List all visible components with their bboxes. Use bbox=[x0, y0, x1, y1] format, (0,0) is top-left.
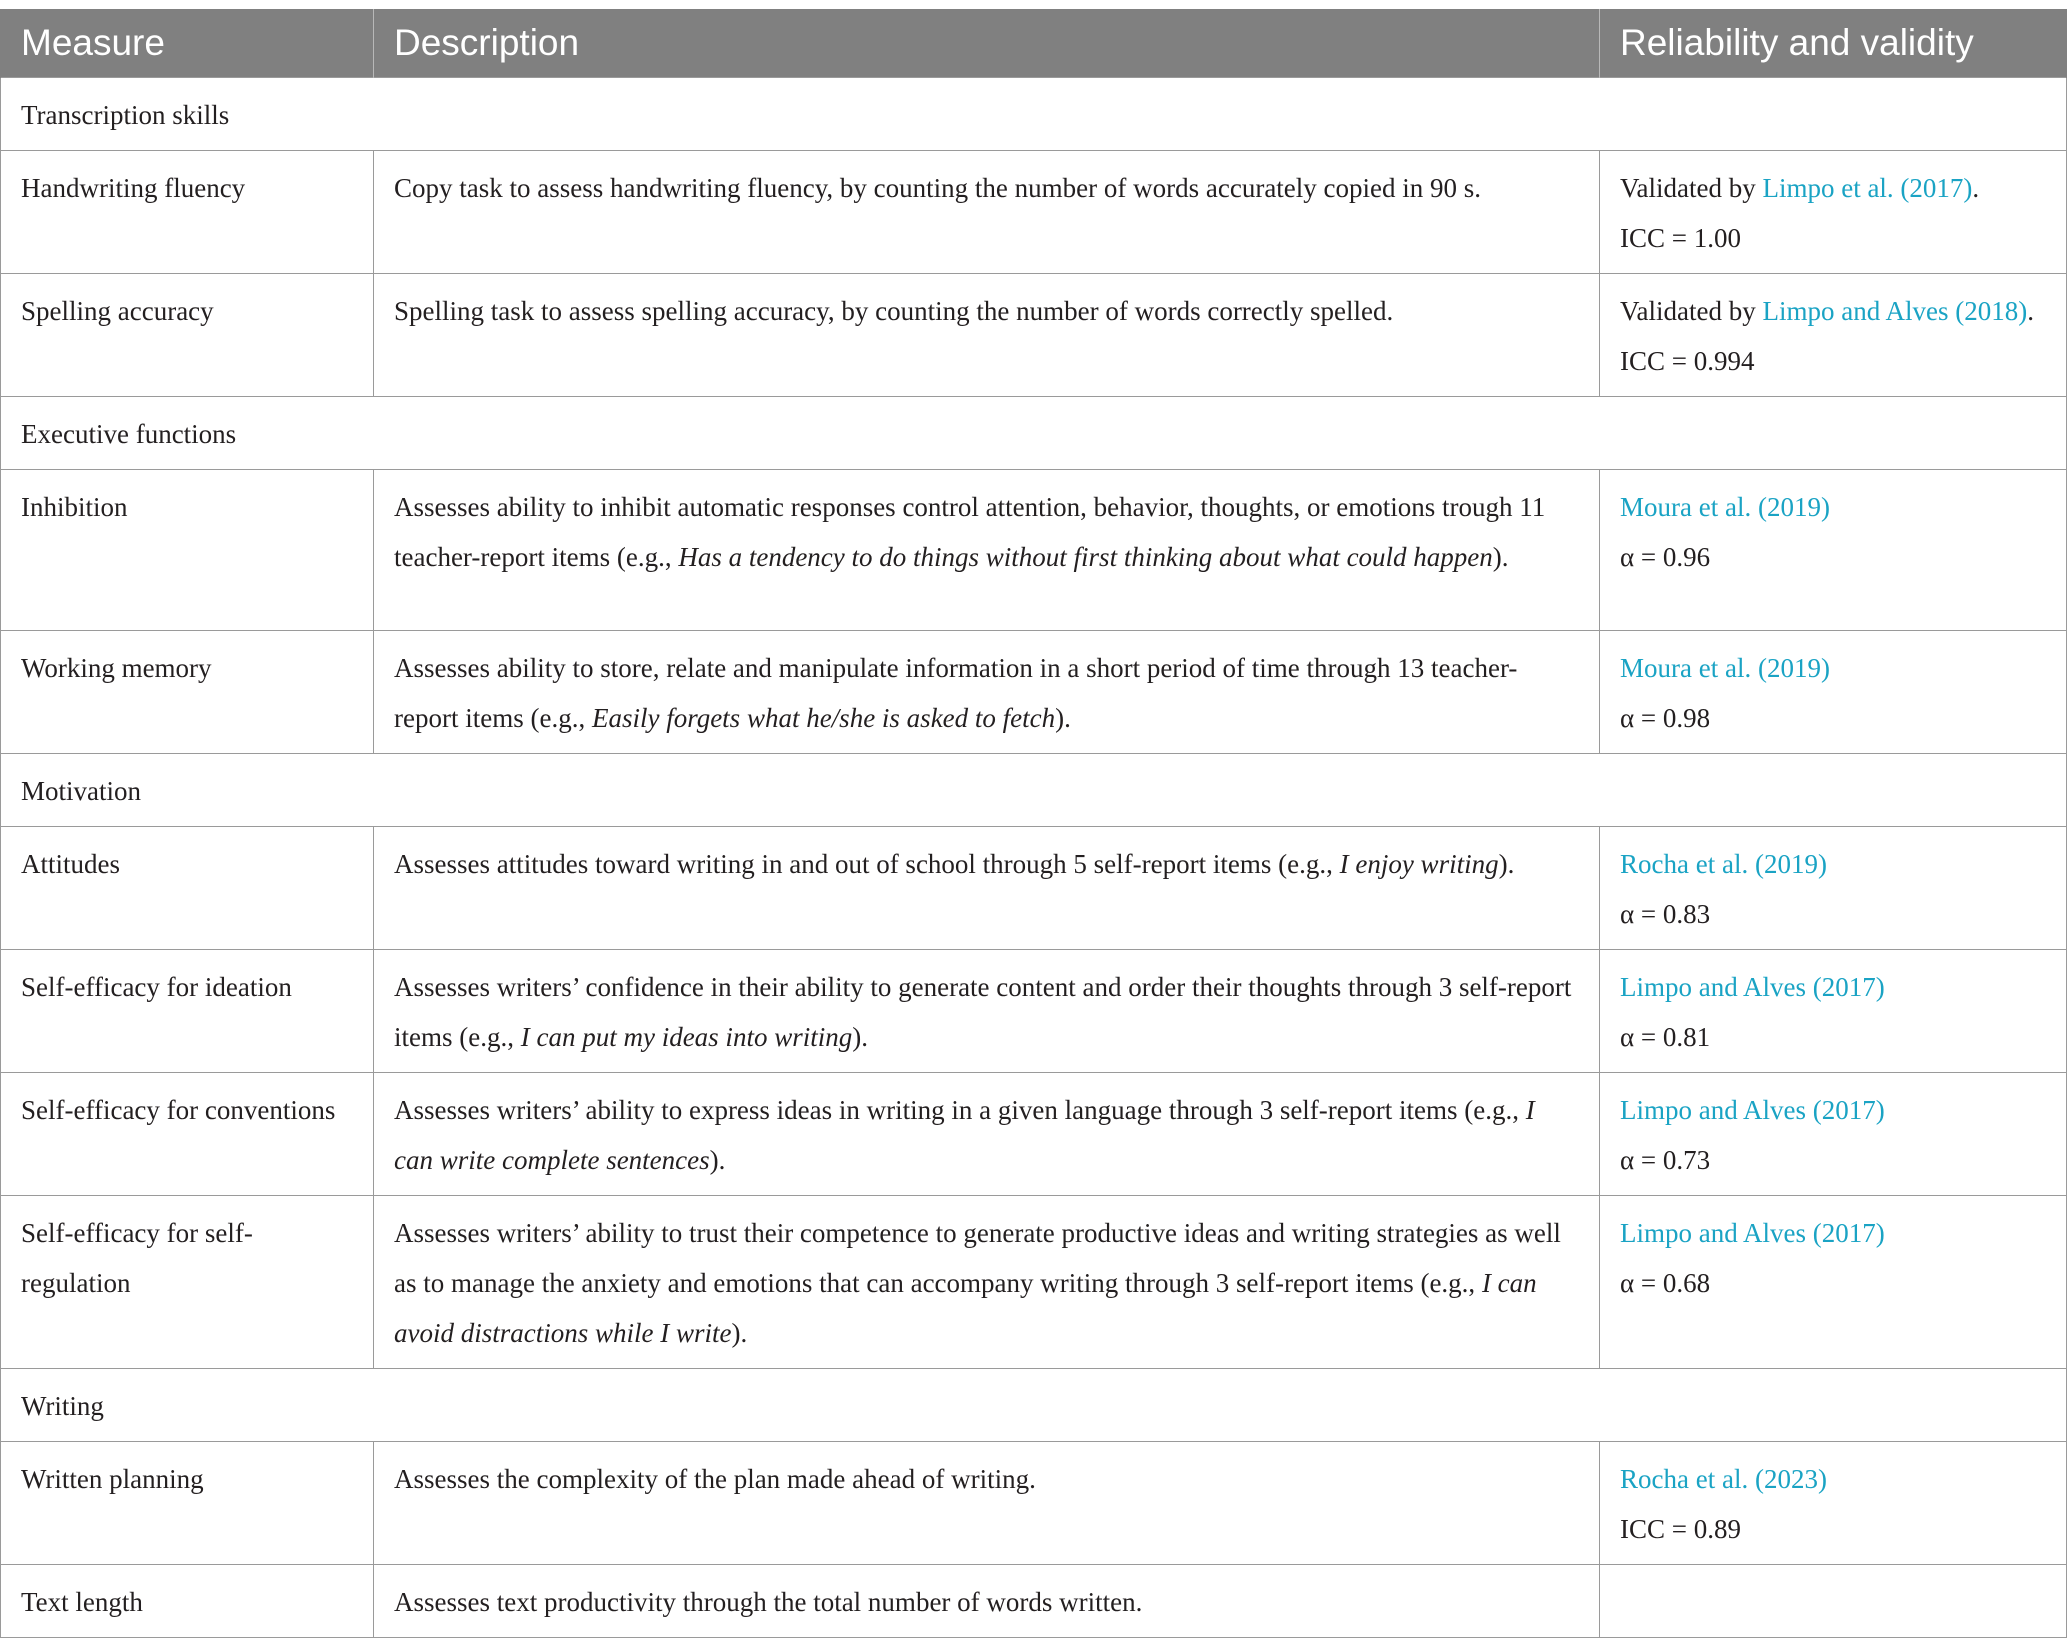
description-text: Assesses attitudes toward writing in and out of school through 5 self-report items (e.g., bbox=[394, 849, 1340, 879]
description-example: Has a tendency to do things without first thinking about what could happen bbox=[678, 542, 1493, 572]
table-row bbox=[1, 274, 2067, 397]
measure-cell: Handwriting fluency bbox=[1, 151, 374, 274]
measure-cell: Self-efficacy for ideation bbox=[1, 950, 374, 1073]
citation-link[interactable]: Limpo and Alves (2017) bbox=[1620, 1218, 1885, 1248]
measure-cell: Self-efficacy for self-regulation bbox=[1, 1196, 374, 1369]
reliability-stat: ICC = 1.00 bbox=[1620, 223, 1741, 253]
section-row-writing bbox=[1, 1369, 2067, 1442]
measure-cell: Self-efficacy for conventions bbox=[1, 1073, 374, 1196]
header-measure: Measure bbox=[1, 9, 374, 78]
description-example: I can avoid distractions while I write bbox=[394, 1268, 1537, 1348]
measure-cell: Text length bbox=[1, 1565, 374, 1638]
section-label: Writing bbox=[1, 1369, 2067, 1442]
reliability-stat: α = 0.96 bbox=[1620, 542, 1711, 572]
header-row bbox=[1, 9, 2067, 78]
header-description: Description bbox=[374, 9, 1600, 78]
reliability-stat: α = 0.98 bbox=[1620, 703, 1711, 733]
reliability-cell bbox=[1600, 631, 2067, 754]
citation-link[interactable]: Moura et al. (2019) bbox=[1620, 492, 1830, 522]
table-row bbox=[1, 1442, 2067, 1565]
section-label: Executive functions bbox=[1, 397, 2067, 470]
description-end: ). bbox=[1498, 849, 1515, 879]
description-cell bbox=[374, 1073, 1600, 1196]
table-row bbox=[1, 631, 2067, 754]
description-text: Assesses ability to inhibit automatic responses control attention, behavior, thoughts, or emotions trough 11 teacher-report items (e.g., bbox=[394, 492, 1546, 572]
citation-link[interactable]: Rocha et al. (2019) bbox=[1620, 849, 1827, 879]
reliability-stat: α = 0.81 bbox=[1620, 1022, 1711, 1052]
description-example: Easily forgets what he/she is asked to fetch bbox=[591, 703, 1056, 733]
description-example: I enjoy writing bbox=[1339, 849, 1499, 879]
description-text: Assesses writers’ confidence in their ability to generate content and order their thoughts through 3 self-report items (e.g., bbox=[394, 972, 1572, 1052]
citation-link[interactable]: Limpo and Alves (2018) bbox=[1762, 296, 2028, 326]
description-cell bbox=[374, 827, 1600, 950]
citation-link[interactable]: Limpo and Alves (2017) bbox=[1620, 1095, 1885, 1125]
reliability-cell bbox=[1600, 827, 2067, 950]
table-header bbox=[1, 9, 2067, 78]
citation-link[interactable]: Limpo and Alves (2017) bbox=[1620, 972, 1885, 1002]
reliability-stat: ICC = 0.89 bbox=[1620, 1514, 1741, 1544]
description-cell: Assesses the complexity of the plan made ahead of writing. bbox=[374, 1442, 1600, 1565]
table-row bbox=[1, 1196, 2067, 1369]
reliability-cell bbox=[1600, 151, 2067, 274]
description-cell bbox=[374, 950, 1600, 1073]
description-example: I can put my ideas into writing bbox=[520, 1022, 853, 1052]
section-row-executive bbox=[1, 397, 2067, 470]
description-end: ). bbox=[852, 1022, 868, 1052]
measure-cell: Attitudes bbox=[1, 827, 374, 950]
section-label: Motivation bbox=[1, 754, 2067, 827]
measure-cell: Written planning bbox=[1, 1442, 374, 1565]
citation-link[interactable]: Limpo et al. (2017) bbox=[1762, 173, 1973, 203]
reliability-stat: α = 0.68 bbox=[1620, 1268, 1711, 1298]
reliability-cell bbox=[1600, 1565, 2067, 1638]
description-text: Assesses writers’ ability to trust their competence to generate productive ideas and writing strategies as well as to manage the anxiety and emotions that can accompany writing through 3 self-report items (e.g., bbox=[394, 1218, 1561, 1298]
description-cell: Spelling task to assess spelling accuracy, by counting the number of words correctly spelled. bbox=[374, 274, 1600, 397]
reliability-prefix: Validated by bbox=[1620, 173, 1763, 203]
description-example: I can write complete sentences bbox=[394, 1095, 1535, 1175]
table-row bbox=[1, 827, 2067, 950]
header-reliability: Reliability and validity bbox=[1600, 9, 2067, 78]
table-body bbox=[1, 78, 2067, 1638]
reliability-cell bbox=[1600, 274, 2067, 397]
reliability-stat: α = 0.83 bbox=[1620, 899, 1711, 929]
measures-table bbox=[0, 9, 2067, 1638]
table-row bbox=[1, 470, 2067, 631]
citation-link[interactable]: Moura et al. (2019) bbox=[1620, 653, 1830, 683]
description-text: Assesses ability to store, relate and manipulate information in a short period of time through 13 teacher-report items (e.g., bbox=[394, 653, 1518, 733]
description-cell bbox=[374, 470, 1600, 631]
table-row bbox=[1, 1073, 2067, 1196]
section-row-transcription bbox=[1, 78, 2067, 151]
reliability-cell bbox=[1600, 470, 2067, 631]
table-row bbox=[1, 151, 2067, 274]
measure-cell: Spelling accuracy bbox=[1, 274, 374, 397]
description-end: ). bbox=[709, 1145, 726, 1175]
description-cell: Copy task to assess handwriting fluency, by counting the number of words accurately copied in 90 s. bbox=[374, 151, 1600, 274]
reliability-cell bbox=[1600, 1196, 2067, 1369]
reliability-cell bbox=[1600, 1442, 2067, 1565]
reliability-stat: α = 0.73 bbox=[1620, 1145, 1711, 1175]
description-end: ). bbox=[1055, 703, 1071, 733]
reliability-prefix: Validated by bbox=[1620, 296, 1763, 326]
reliability-cell bbox=[1600, 1073, 2067, 1196]
description-end: ). bbox=[1492, 542, 1509, 572]
section-row-motivation bbox=[1, 754, 2067, 827]
description-end: ). bbox=[731, 1318, 748, 1348]
description-text: Assesses writers’ ability to express ideas in writing in a given language through 3 self-report items (e.g., bbox=[394, 1095, 1526, 1125]
table-row bbox=[1, 1565, 2067, 1638]
description-cell: Assesses text productivity through the total number of words written. bbox=[374, 1565, 1600, 1638]
description-cell bbox=[374, 631, 1600, 754]
measure-cell: Inhibition bbox=[1, 470, 374, 631]
description-cell bbox=[374, 1196, 1600, 1369]
citation-link[interactable]: Rocha et al. (2023) bbox=[1620, 1464, 1827, 1494]
reliability-cell bbox=[1600, 950, 2067, 1073]
reliability-suffix: . bbox=[1972, 173, 1980, 203]
measure-cell: Working memory bbox=[1, 631, 374, 754]
table-row bbox=[1, 950, 2067, 1073]
section-label: Transcription skills bbox=[1, 78, 2067, 151]
reliability-suffix: . ICC = 0.994 bbox=[1620, 296, 2034, 376]
